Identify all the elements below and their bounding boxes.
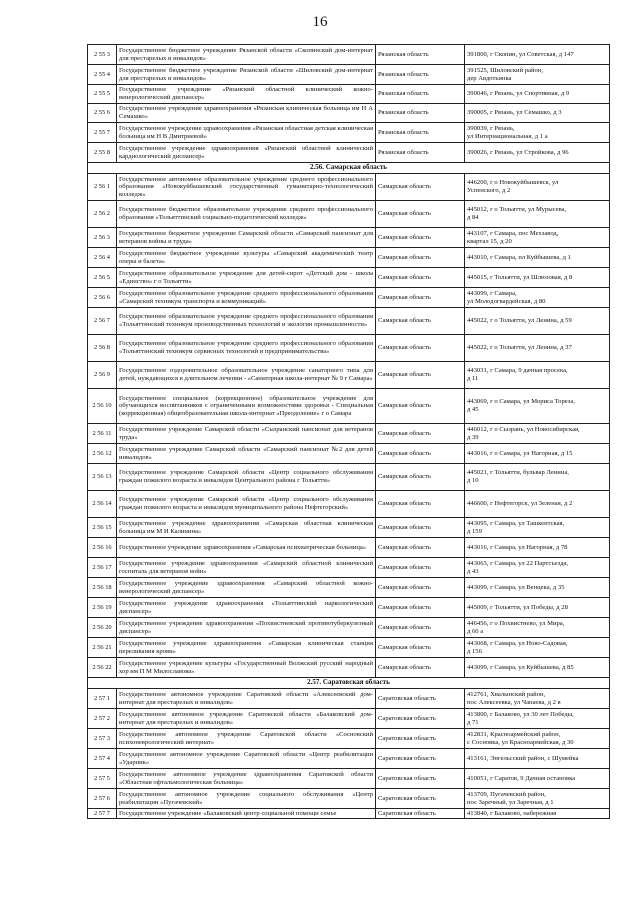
institution-name: Государственное учреждение здравоохранения «Самарская областная клиническая больница им М И Калинина» (117, 518, 376, 538)
region-name: Самарская область (376, 538, 465, 558)
address-cell (465, 123, 610, 143)
institution-name: Государственное учреждение культуры «Государственный Волжский русский народный хор им П М Милославова» (117, 658, 376, 678)
table-row (88, 769, 610, 789)
address-cell (465, 789, 610, 809)
address-cell (465, 598, 610, 618)
institution-name: Государственное бюджетное учреждение культуры «Самарский академический театр оперы и балета» (117, 248, 376, 268)
table-row (88, 123, 610, 143)
institution-name: Государственное учреждение здравоохранения «Рязанский областной клинический кардиологический диспансер» (117, 143, 376, 163)
address-line: 413709, Пугачевский район, (467, 790, 546, 798)
institution-name: Государственное учреждение здравоохранения «Рязанская областная детская клиническая больница им Н В Дмитриевой» (117, 123, 376, 143)
row-number: 2 55 5 (88, 85, 117, 104)
address-line: д 43 (467, 567, 479, 575)
address-line: пос Заречный, ул Заречная, д 1 (467, 798, 554, 806)
address-cell (465, 143, 610, 163)
table-row (88, 248, 610, 268)
address-line: ул Молодогвардейская, д 80 (467, 297, 546, 305)
address-cell (465, 618, 610, 638)
table-row (88, 424, 610, 444)
region-name: Рязанская область (376, 85, 465, 104)
row-number: 2 56 17 (88, 558, 117, 578)
table-row (88, 335, 610, 362)
table-row (88, 491, 610, 518)
region-name: Самарская область (376, 491, 465, 518)
address-line: 443099, г Самара, ул Куйбышева, д 85 (467, 663, 574, 671)
institution-name: Государственное специальное (коррекционное) образовательное учреждение для обучающихся воспитанников с ограниченными возможностями здоровья - Специальная (коррекционная) общеобразовательная школа-интернат «Преодоление» г о Самара (117, 389, 376, 424)
row-number: 2 56 15 (88, 518, 117, 538)
row-number: 2 57 7 (88, 809, 117, 819)
table-row (88, 268, 610, 288)
row-number: 2 56 10 (88, 389, 117, 424)
table-row (88, 729, 610, 749)
region-name: Самарская область (376, 174, 465, 201)
address-line: ул Интернациональная, д 1 а (467, 132, 548, 140)
row-number: 2 55 6 (88, 104, 117, 123)
region-name: Саратовская область (376, 729, 465, 749)
table-row (88, 789, 610, 809)
address-line: 445021, г Тольятти, бульвар Ленина, (467, 469, 569, 477)
region-name: Самарская область (376, 558, 465, 578)
institution-name: Государственное учреждение здравоохранения «Самарский областной клинический госпиталь для ветеранов войн» (117, 558, 376, 578)
institution-name: Государственное учреждение здравоохранения «Самарская психиатрическая больница» (117, 538, 376, 558)
address-line: дер Авдотьинка (467, 74, 512, 82)
address-cell (465, 389, 610, 424)
address-line: 446200, г о Новокуйбышевск, ул (467, 179, 559, 187)
region-name: Саратовская область (376, 689, 465, 709)
table-row (88, 228, 610, 248)
address-cell (465, 248, 610, 268)
address-line: с Сосновка, ул Красноармейская, д 30 (467, 738, 574, 746)
address-line: 391525, Шиловский район, (467, 66, 543, 74)
address-line: 443107, г Самара, пос Мехзавод, (467, 229, 559, 237)
row-number: 2 56 9 (88, 362, 117, 389)
region-name: Самарская область (376, 335, 465, 362)
table-row (88, 45, 610, 65)
table-row (88, 389, 610, 424)
institution-name: Государственное учреждение здравоохранения «Самарский областной кожно-венерологический диспансер» (117, 578, 376, 598)
institution-name: Государственное учреждение Самарской области «Самарский пансионат №2 для детей инвалидов» (117, 444, 376, 464)
table-row (88, 518, 610, 538)
region-name: Рязанская область (376, 65, 465, 85)
institution-name: Государственное образовательное учреждение для детей-сирот «Детский дом - школа «Единство» г о Тольятти» (117, 268, 376, 288)
address-cell (465, 65, 610, 85)
row-number: 2 57 1 (88, 689, 117, 709)
region-name: Самарская область (376, 518, 465, 538)
row-number: 2 55 8 (88, 143, 117, 163)
address-cell (465, 518, 610, 538)
row-number: 2 56 18 (88, 578, 117, 598)
table-row (88, 809, 610, 819)
region-name: Самарская область (376, 308, 465, 335)
address-line: 391800, г Скопин, ул Советская, д 147 (467, 50, 574, 58)
address-cell (465, 335, 610, 362)
region-name: Самарская область (376, 201, 465, 228)
row-number: 2 57 6 (88, 789, 117, 809)
row-number: 2 56 21 (88, 638, 117, 658)
row-number: 2 56 8 (88, 335, 117, 362)
address-line: 390026, г Рязань, ул Стройкова, д 96 (467, 148, 569, 156)
row-number: 2 56 19 (88, 598, 117, 618)
address-line: д 11 (467, 375, 479, 382)
region-name: Самарская область (376, 424, 465, 444)
institution-name: Государственное оздоровительное образовательное учреждение санаторного типа для детей, нуждающихся в длительном лечении - «Санаторная школа-интернат № 9 г Самара» (117, 362, 376, 389)
row-number: 2 56 6 (88, 288, 117, 308)
address-cell (465, 729, 610, 749)
region-name: Самарская область (376, 389, 465, 424)
address-line: д 84 (467, 214, 479, 221)
address-cell (465, 689, 610, 709)
address-line: д 71 (467, 718, 479, 726)
address-line: 443068, г Самара, ул Ново-Садовая, (467, 639, 568, 647)
row-number: 2 56 3 (88, 228, 117, 248)
address-cell (465, 201, 610, 228)
address-cell (465, 638, 610, 658)
address-cell (465, 769, 610, 789)
table-row (88, 464, 610, 491)
address-cell (465, 464, 610, 491)
table-row (88, 308, 610, 335)
row-number: 2 56 13 (88, 464, 117, 491)
address-line: 443069, г о Самара, ул Мориса Тореза, (467, 398, 575, 406)
institution-name: Государственное бюджетное образовательное учреждение среднего профессионального образования «Тольяттинский социально-педагогический колледж» (117, 201, 376, 228)
region-name: Самарская область (376, 618, 465, 638)
address-cell (465, 308, 610, 335)
region-name: Самарская область (376, 658, 465, 678)
region-name: Самарская область (376, 362, 465, 389)
row-number: 2 56 5 (88, 268, 117, 288)
institution-name: Государственное бюджетное учреждение Самарской области «Самарский пансионат для ветеранов войны и труда» (117, 228, 376, 248)
region-name: Самарская область (376, 578, 465, 598)
table-row (88, 638, 610, 658)
address-line: д 45 (467, 406, 479, 413)
region-name: Рязанская область (376, 45, 465, 65)
institution-name: Государственное бюджетное учреждение Рязанской области «Шиловский дом-интернат для престарелых и инвалидов» (117, 65, 376, 85)
address-cell (465, 268, 610, 288)
address-cell (465, 578, 610, 598)
address-cell (465, 424, 610, 444)
section-title: 2.56. Самарская область (88, 163, 610, 174)
address-cell (465, 228, 610, 248)
table-row (88, 558, 610, 578)
address-line: Успенского, д 2 (467, 187, 511, 194)
institution-name: Государственное учреждение «Балаковский центр социальной помощи семье (117, 809, 376, 819)
region-name: Саратовская область (376, 709, 465, 729)
table-row (88, 538, 610, 558)
region-name: Саратовская область (376, 749, 465, 769)
region-name: Самарская область (376, 268, 465, 288)
address-line: 412761, Хвалынский район, (467, 690, 546, 698)
address-line: 445022, г о Тольятти, ул Ленина, д 59 (467, 317, 572, 325)
region-name: Самарская область (376, 444, 465, 464)
institution-name: Государственное учреждение здравоохранения «Рязанская клиническая больница им Н А Семашко» (117, 104, 376, 123)
address-line: 390005, г Рязань, ул Семашко, д 3 (467, 109, 562, 117)
institution-name: Государственное образовательное учреждение среднего профессионального образования «Тольяттинский техникум сервисных технологий и предпринимательства» (117, 335, 376, 362)
address-cell (465, 362, 610, 389)
address-line: 443031, г Самара, 9 дачная просека, (467, 367, 568, 375)
institution-name: Государственное автономное образовательное учреждение среднего профессионального образования «Новокуйбышевский государственный гуманитарно-технологический колледж» (117, 174, 376, 201)
row-number: 2 56 22 (88, 658, 117, 678)
row-number: 2 56 11 (88, 424, 117, 444)
institution-name: Государственное автономное учреждение Саратовской области «Алексеевский дом-интернат для престарелых и инвалидов» (117, 689, 376, 709)
row-number: 2 56 1 (88, 174, 117, 201)
row-number: 2 57 3 (88, 729, 117, 749)
table-row (88, 174, 610, 201)
address-cell (465, 174, 610, 201)
address-cell (465, 444, 610, 464)
table-row (88, 598, 610, 618)
address-line: 445022, г о Тольятти, ул Ленина, д 37 (467, 344, 572, 352)
row-number: 2 55 3 (88, 45, 117, 65)
institution-name: Государственное учреждение Самарской области «Центр социального обслуживания граждан пожилого возраста и инвалидов муниципального района Нефтегорский» (117, 491, 376, 518)
address-cell (465, 104, 610, 123)
table-row (88, 65, 610, 85)
institution-name: Государственное учреждение здравоохранения «Самарская клиническая станция переливания крови» (117, 638, 376, 658)
address-cell (465, 809, 610, 819)
address-line: д 10 (467, 477, 479, 484)
row-number: 2 56 4 (88, 248, 117, 268)
table-row (88, 201, 610, 228)
address-line: 443016, г о Самара, ул Нагорная, д 15 (467, 449, 573, 457)
address-cell (465, 538, 610, 558)
address-line: 443095, г Самара, ул Ташкентская, (467, 519, 565, 527)
address-line: квартал 15, д 20 (467, 237, 512, 245)
table-row (88, 288, 610, 308)
institution-name: Государственное образовательное учреждение среднего профессионального образования «Тольяттинский техникум производственных технологий и экологии промышленности» (117, 308, 376, 335)
row-number: 2 57 5 (88, 769, 117, 789)
row-number: 2 57 2 (88, 709, 117, 729)
address-line: 445009, г Тольятти, ул Победы, д 28 (467, 603, 568, 611)
table-row (88, 658, 610, 678)
section-header-row (88, 163, 610, 174)
address-cell (465, 288, 610, 308)
address-line: 445012, г о Тольятти, ул Мурысева, (467, 206, 567, 214)
institution-name: Государственное автономное учреждение Саратовской области «Центр реабилитации «Ударник» (117, 749, 376, 769)
region-name: Самарская область (376, 464, 465, 491)
institution-name: Государственное автономное учреждение Саратовской области «Сосновский психоневрологический интернат» (117, 729, 376, 749)
institution-name: Государственное учреждение Самарской области «Сызранский пансионат для ветеранов труда» (117, 424, 376, 444)
table-row (88, 104, 610, 123)
table-row (88, 85, 610, 104)
row-number: 2 56 20 (88, 618, 117, 638)
institution-name: Государственное учреждение здравоохранения «Тольяттинский наркологический диспансер» (117, 598, 376, 618)
region-name: Саратовская область (376, 809, 465, 819)
region-name: Саратовская область (376, 789, 465, 809)
region-name: Саратовская область (376, 769, 465, 789)
address-line: д 156 (467, 647, 482, 655)
address-cell (465, 491, 610, 518)
address-line: 390046, г Рязань, ул Спортивная, д 9 (467, 90, 570, 98)
table-row (88, 749, 610, 769)
address-line: д 60 а (467, 627, 484, 635)
section-header-row (88, 678, 610, 689)
address-line: 412831, Красноармейский район, (467, 730, 561, 738)
region-name: Самарская область (376, 638, 465, 658)
address-cell (465, 85, 610, 104)
address-line: 446600, г Нефтегорск, ул Зеленая, д 2 (467, 500, 573, 508)
region-name: Самарская область (376, 248, 465, 268)
institution-name: Государственное учреждение «Рязанский областной клинический кожно-венерологический диспансер» (117, 85, 376, 104)
institution-name: Государственное автономное учреждение здравоохранения Саратовской области «Областная офтальмологическая больница» (117, 769, 376, 789)
table-row (88, 689, 610, 709)
address-cell (465, 658, 610, 678)
row-number: 2 55 7 (88, 123, 117, 143)
institution-name: Государственное образовательное учреждение среднего профессионального образования «Самарский техникум транспорта и коммуникаций» (117, 288, 376, 308)
address-cell (465, 749, 610, 769)
row-number: 2 56 16 (88, 538, 117, 558)
table-row (88, 618, 610, 638)
address-line: 445015, г Тольятти, ул Шлюзовая, д 8 (467, 273, 573, 281)
address-line: 446456, г о Похвистнево, ул Мира, (467, 619, 565, 627)
page-number: 16 (312, 14, 328, 30)
institution-name: Государственное автономное учреждение Саратовской области «Балаковский дом-интернат для престарелых и инвалидов» (117, 709, 376, 729)
table-row (88, 709, 610, 729)
row-number: 2 56 2 (88, 201, 117, 228)
address-line: 443099, г Самара, ул Венцека, д 35 (467, 583, 565, 591)
row-number: 2 56 12 (88, 444, 117, 464)
table-row (88, 444, 610, 464)
row-number: 2 57 4 (88, 749, 117, 769)
row-number: 2 55 4 (88, 65, 117, 85)
region-name: Рязанская область (376, 123, 465, 143)
address-cell (465, 45, 610, 65)
region-name: Рязанская область (376, 104, 465, 123)
address-line: 390039, г Рязань, (467, 124, 515, 132)
institution-name: Государственное автономное учреждение социального обслуживания «Центр реабилитации «Пугачевский» (117, 789, 376, 809)
region-name: Самарская область (376, 228, 465, 248)
section-title: 2.57. Саратовская область (88, 678, 610, 689)
address-line: 443010, г Самара, пл Куйбышева, д 1 (467, 253, 571, 261)
address-line: 413800, г Балаково, ул 30 лет Победы, (467, 710, 574, 718)
table-row (88, 362, 610, 389)
institution-name: Государственное учреждение здравоохранения «Похвистневский противотуберкулезный диспансер» (117, 618, 376, 638)
region-name: Самарская область (376, 598, 465, 618)
address-line: 443099, г Самара, (467, 289, 517, 297)
region-name: Самарская область (376, 288, 465, 308)
table-row (88, 578, 610, 598)
table-row (88, 143, 610, 163)
address-cell (465, 709, 610, 729)
address-line: пос Алексеевка, ул Чапаева, д 2 в (467, 698, 561, 706)
region-name: Рязанская область (376, 143, 465, 163)
address-line: 413161, Энгельсский район, с Шумейка (467, 754, 579, 762)
row-number: 2 56 14 (88, 491, 117, 518)
institutions-table (87, 44, 610, 819)
address-cell (465, 558, 610, 578)
address-line: д 159 (467, 527, 482, 535)
institution-name: Государственное учреждение Самарской области «Центр социального обслуживания граждан пожилого возраста и инвалидов Центрального района г Тольятти» (117, 464, 376, 491)
address-line: 443016, г Самара, ул Нагорная, д 78 (467, 543, 568, 551)
row-number: 2 56 7 (88, 308, 117, 335)
address-line: 413840, г Балаково, набережная (467, 809, 557, 817)
institution-name: Государственное бюджетное учреждение Рязанской области «Скопинский дом-интернат для престарелых и инвалидов» (117, 45, 376, 65)
address-line: 410051, г Саратов, 9 Дачная остановка (467, 774, 576, 782)
address-line: 443063, г Самара, ул 22 Партсъезда, (467, 559, 569, 567)
address-line: 446012, г о Сызрань, ул Новосибирская, (467, 425, 580, 433)
address-line: д 39 (467, 433, 479, 441)
